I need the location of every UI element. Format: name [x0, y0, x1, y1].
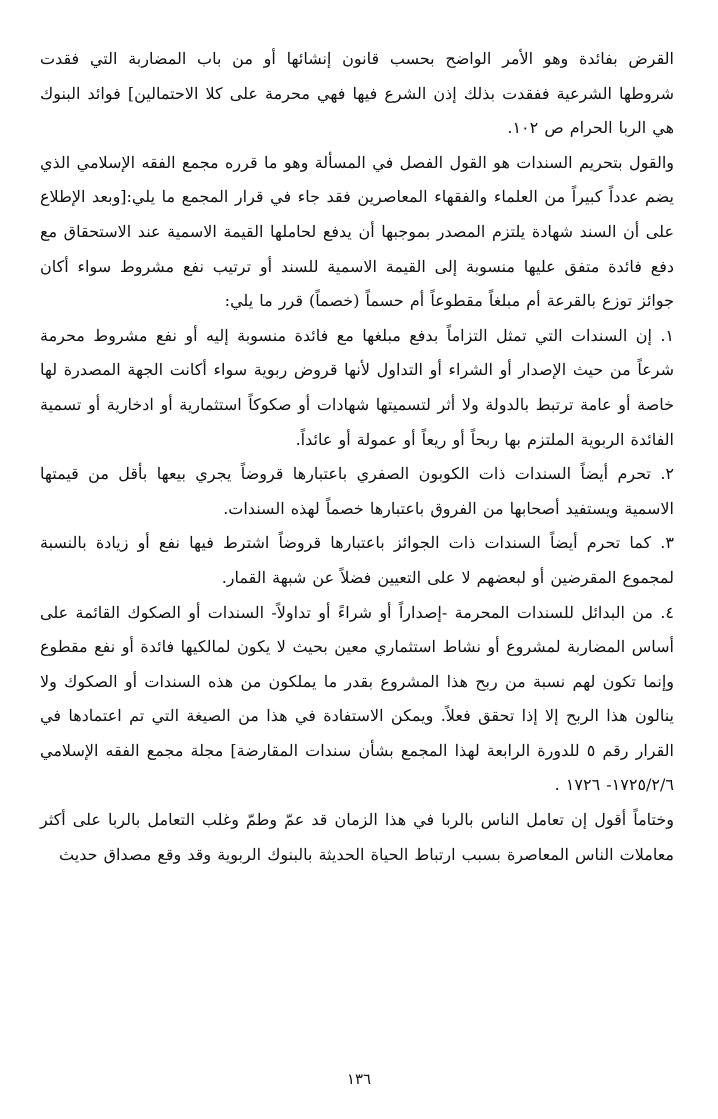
paragraph-item-4: ٤. من البدائل للسندات المحرمة -إصداراً أو شراءً أو تداولاً- السندات أو الصكوك القائمة على أساس المضاربة لمشروع أو نشاط استثماري معين بحيث لا يكون لمالكيها فائدة أو نفع مقطوع وإنما تكون لهم نسبة من ربح هذا المشروع بقدر ما يملكون من هذه السندات أو الصكوك ولا ينالون هذا الربح إلا إذا تحقق فعلاً. ويمكن الاستفادة في هذا من الصيغة التي تم اعتمادها في القرار رقم ٥ للدورة الرابعة لهذا المجمع بشأن سندات المقارضة] مجلة مجمع الفقه الإسلامي ١٧٢٥/٢/٦- ١٧٢٦ .	[40, 602, 675, 795]
paragraph-item-3: ٣. كما تحرم أيضاً السندات ذات الجوائز باعتبارها قروضاً اشترط فيها نفع أو زيادة بالنسبة لمجموع المقرضين أو لبعضهم لا على التعيين فضلاً عن شبهة القمار.	[40, 533, 674, 587]
paragraph-item-2: ٢. تحرم أيضاً السندات ذات الكوبون الصفري باعتبارها قروضاً يجري بيعها بأقل من قيمتها الاسمية ويستفيد أصحابها من الفروق باعتبارها خصماً لهذه السندات.	[40, 464, 675, 518]
page-number: ١٣٦	[346, 1070, 372, 1088]
paragraph-2: والقول بتحريم السندات هو القول الفصل في المسألة وهو ما قرره مجمع الفقه الإسلامي الذي يضم عدداً كبيراً من العلماء والفقهاء المعاصرين فقد جاء في قرار المجمع ما يلي:[وبعد الإطلاع على أن السند شهادة يلتزم المصدر بموجبها أن يدفع لحاملها القيمة الاسمية عند الاستحقاق مع دفع فائدة متفق عليها منسوبة إلى القيمة الاسمية للسند أو ترتيب نفع مشروط سواء أكان جوائز توزع بالقرعة أم مبلغاً مقطوعاً أم حسماً (خصماً) قرر ما يلي:	[40, 152, 674, 311]
paragraph-item-1: ١. إن السندات التي تمثل التزاماً بدفع مبلغها مع فائدة منسوبة إليه أو نفع مشروط محرمة شرعاً من حيث الإصدار أو الشراء أو التداول لأنها قروض ربوية سواء أكانت الجهة المصدرة لها خاصة أو عامة ترتبط بالدولة ولا أثر لتسميتها شهادات أو صكوكاً استثمارية أو ادخارية أو تسمية الفائدة الربوية الملتزم بها ربحاً أو ريعاً أو عمولة أو عائداً.	[40, 325, 674, 449]
paragraph-1: القرض بفائدة وهو الأمر الواضح بحسب قانون إنشائها أو من باب المضاربة التي فقدت شروطها الشرعية ففقدت بذلك إذن الشرع فيها فهي محرمة على كلا الاحتمالين] فوائد البنوك هي الربا الحرام ص ١٠٢.	[40, 49, 674, 138]
paragraph-closing: وختاماً أقول إن تعامل الناس بالربا في هذا الزمان قد عمّ وطمّ وغلب التعامل بالربا على أكثر معاملات الناس المعاصرة بسبب ارتباط الحياة الحديثة بالبنوك الربوية وقد وقع مصداق حديث	[40, 810, 674, 864]
